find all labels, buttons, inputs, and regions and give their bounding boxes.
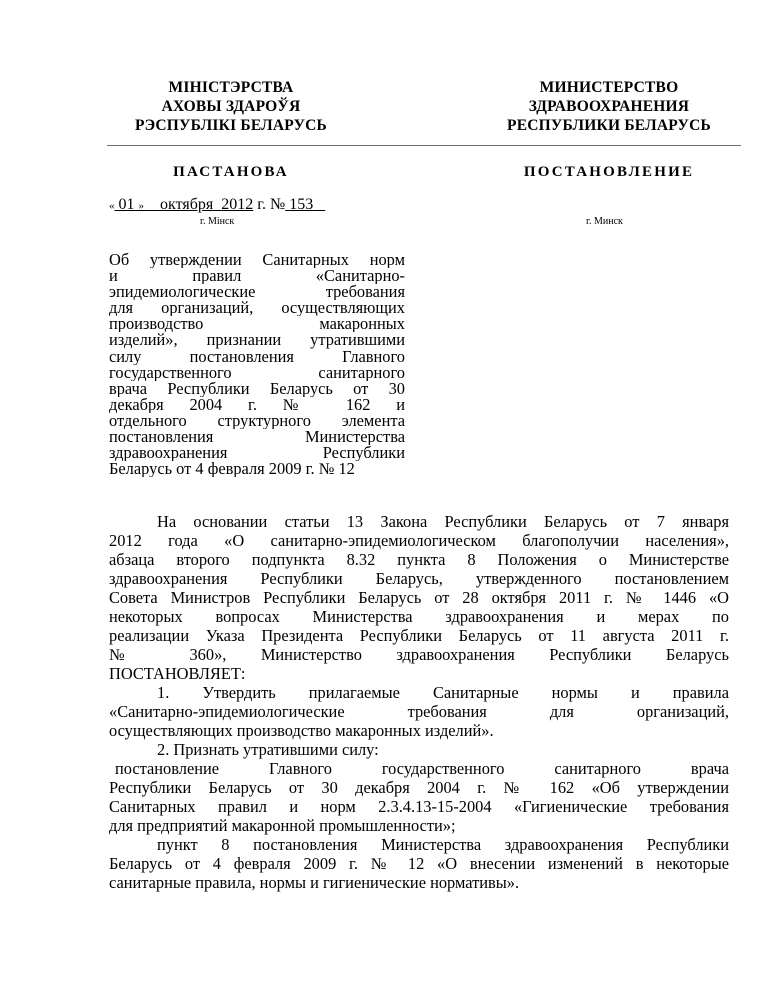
document-body: [109, 512, 729, 892]
body-line: реализации Указа Президента Республики Беларусь от 11 августа 2011 г.: [109, 626, 729, 645]
subject-line: государственного санитарного: [109, 364, 405, 381]
subject-line: врача Республики Беларусь от 30: [109, 380, 405, 397]
body-line: Беларусь от 4 февраля 2009 г. № 12 «О внесении изменений в некоторые: [109, 854, 729, 873]
subject-line: для организаций, осуществляющих: [109, 300, 405, 317]
date-line: [109, 196, 325, 214]
subject-line: отдельного структурного элемента: [109, 412, 405, 430]
doc-type-russian: ПОСТАНОВЛЕНИЕ: [523, 164, 695, 180]
body-line: 1. Утвердить прилагаемые Санитарные нормы и правила: [157, 683, 729, 702]
body-line: абзаца второго подпункта 8.32 пункта 8 Положения о Министерстве: [109, 550, 729, 569]
body-line: Санитарных правил и норм 2.3.4.13-15-2004 «Гигиенические требования: [109, 797, 729, 816]
header-right-line-2: ЗДРАВООХРАНЕНИЯ: [528, 98, 690, 115]
doc-type-belarusian: ПАСТАНОВА: [173, 164, 289, 180]
subject-line: эпидемиологические требования: [109, 284, 405, 301]
body-line: «Санитарно-эпидемиологические требования для организаций,: [109, 702, 729, 721]
header-left-line-3: РЭСПУБЛІКІ БЕЛАРУСЬ: [134, 117, 328, 134]
header-left-line-1: МІНІСТЭРСТВА: [168, 79, 294, 96]
city-belarusian: г. Мінск: [200, 216, 235, 227]
body-line: здравоохранения Республики Беларусь, утвержденного постановлением: [109, 569, 729, 588]
header-divider: [107, 145, 741, 146]
subject-line: декабря 2004 г. № 162 и: [109, 396, 405, 413]
subject-line: постановления Министерства: [109, 429, 405, 446]
subject-line: изделий», признании утратившими: [109, 332, 405, 349]
subject-line: Об утверждении Санитарных норм: [109, 252, 405, 269]
body-line: На основании статьи 13 Закона Республики Беларусь от 7 января: [157, 512, 729, 531]
date-month: октября: [160, 196, 214, 213]
date-year-suffix: г. №: [257, 196, 286, 213]
subject-line: Беларусь от 4 февраля 2009 г. № 12: [109, 461, 355, 478]
date-close-quote: »: [138, 200, 144, 212]
subject-line: здравоохранения Республики: [109, 445, 405, 462]
date-open-quote: «: [109, 200, 115, 212]
body-line: № 360», Министерство здравоохранения Республики Беларусь: [109, 645, 729, 664]
body-line: постановление Главного государственного санитарного врача: [115, 759, 729, 778]
subject-line: силу постановления Главного: [109, 348, 405, 365]
subject-line: производство макаронных: [109, 316, 405, 333]
body-line: ПОСТАНОВЛЯЕТ:: [109, 664, 246, 683]
date-day: 01: [118, 196, 135, 213]
body-line: 2012 года «О санитарно-эпидемиологическом благополучии населения»,: [109, 531, 729, 550]
document-number: 153: [289, 196, 314, 213]
body-line: 2. Признать утратившими силу:: [157, 740, 379, 759]
body-line: некоторых вопросах Министерства здравоохранения и мерах по: [109, 607, 729, 626]
date-year: 2012: [221, 196, 254, 213]
body-line: пункт 8 постановления Министерства здравоохранения Республики: [157, 835, 729, 854]
header-right-line-3: РЕСПУБЛИКИ БЕЛАРУСЬ: [507, 117, 711, 134]
subject-line: и правил «Санитарно-: [109, 268, 405, 285]
body-line: Совета Министров Республики Беларусь от 28 октября 2011 г. № 1446 «О: [109, 588, 729, 607]
header-right-line-1: МИНИСТЕРСТВО: [539, 79, 679, 96]
city-russian: г. Минск: [586, 216, 623, 227]
body-line: санитарные правила, нормы и гигиенические нормативы».: [109, 873, 520, 892]
ministry-header-belarusian: [100, 78, 362, 135]
body-line: осуществляющих производство макаронных изделий».: [109, 721, 494, 740]
body-line: Республики Беларусь от 30 декабря 2004 г. № 162 «Об утверждении: [109, 778, 729, 797]
ministry-header-russian: [478, 78, 740, 135]
header-left-line-2: АХОВЫ ЗДАРОЎЯ: [161, 98, 301, 115]
document-subject: [109, 252, 405, 477]
body-line: для предприятий макаронной промышленности»;: [109, 816, 456, 835]
